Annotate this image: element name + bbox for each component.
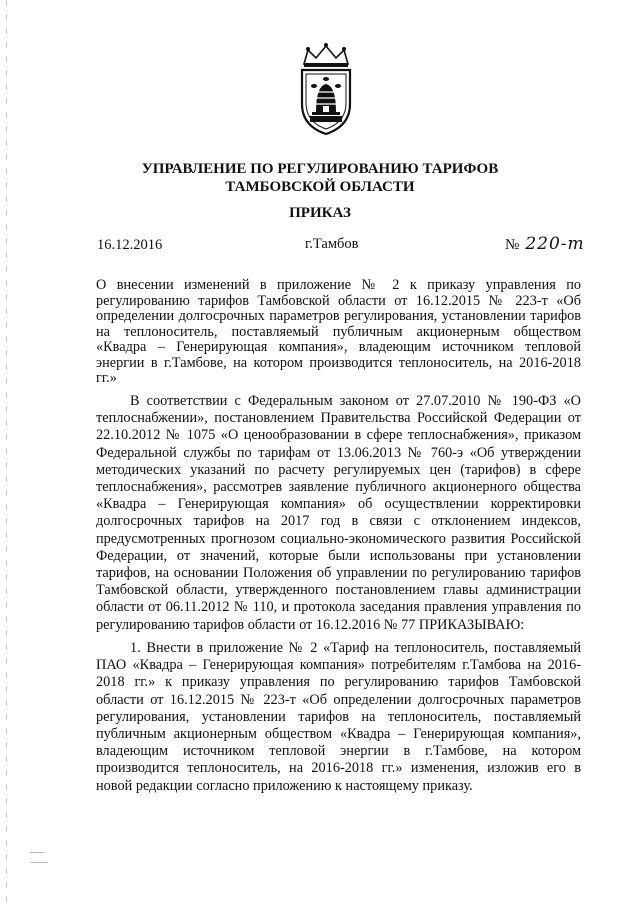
body-paragraph-preamble: В соответствии с Федеральным законом от 27.07.2010 № 190-ФЗ «О теплоснабжении», постановлением Правительства Российской Федерации от 22.10.2012 № 1075 «О ценообразовании в сфере теплоснабжения», приказом Федеральной службы по тарифам от 13.06.2013 № 760-э «Об утверждении методических указаний по расчету регулируемых цен (тарифов) в сфере теплоснабжения», рассмотрев заявление публичного акционерного общества «Квадра – Генерирующая компания» об осуществлении корректировки долгосрочных тарифов на 2017 год в связи с отклонением индексов, предусмотренных прогнозом социально-экономического развития Российской Федерации, от значений, которые были использованы при установлении тарифов, на основании Положения об управлении по регулированию тарифов Тамбовской области, утвержденного постановлением главы администрации области от 06.11.2012 № 110, и протокола заседания правления управления по регулированию тарифов области от 16.12.2016 № 77 ПРИКАЗЫВАЮ: bbox=[96, 393, 581, 633]
document-type: ПРИКАЗ bbox=[289, 205, 351, 221]
document-date: 16.12.2016 bbox=[97, 237, 163, 253]
document-number bbox=[505, 234, 585, 254]
number-handwritten: 220-т bbox=[525, 234, 585, 254]
scan-mark bbox=[30, 862, 48, 863]
scan-edge-artifact bbox=[6, 0, 7, 905]
number-label: № bbox=[505, 237, 520, 253]
document-city: г.Тамбов bbox=[305, 236, 359, 252]
organization-name-line2: ТАМБОВСКОЙ ОБЛАСТИ bbox=[225, 179, 415, 195]
organization-name bbox=[0, 160, 640, 196]
body-paragraph-item-1: 1. Внести в приложение № 2 «Тариф на теплоноситель, поставляемый ПАО «Квадра – Генерирующая компания» потребителям г.Тамбова на 2016-2018 гг.» к приказу управления по регулированию тарифов Тамбовской области от 16.12.2015 № 223-т «Об определении долгосрочных параметров регулирования, установлении тарифов на теплоноситель, поставляемый публичным акционерным обществом «Квадра – Генерирующая компания», владеющим источником тепловой энергии в г.Тамбове, на котором производится теплоноситель, на 2016-2018 гг.» изменения, изложив его в новой редакции согласно приложению к настоящему приказу. bbox=[96, 640, 581, 794]
document-subject: О внесении изменений в приложение № 2 к приказу управления по регулированию тарифов Тамбовской области от 16.12.2015 № 223-т «Об определении долгосрочных параметров регулирования, установлении тарифов на теплоноситель, поставляемый публичным акционерным обществом «Квадра – Генерирующая компания», владеющим источником тепловой энергии в г.Тамбове, на котором производится теплоноситель, на 2016-2018 гг.» bbox=[96, 277, 581, 386]
coat-of-arms-icon bbox=[290, 42, 362, 138]
organization-name-line1: УПРАВЛЕНИЕ ПО РЕГУЛИРОВАНИЮ ТАРИФОВ bbox=[141, 161, 499, 177]
scan-mark bbox=[30, 852, 44, 853]
